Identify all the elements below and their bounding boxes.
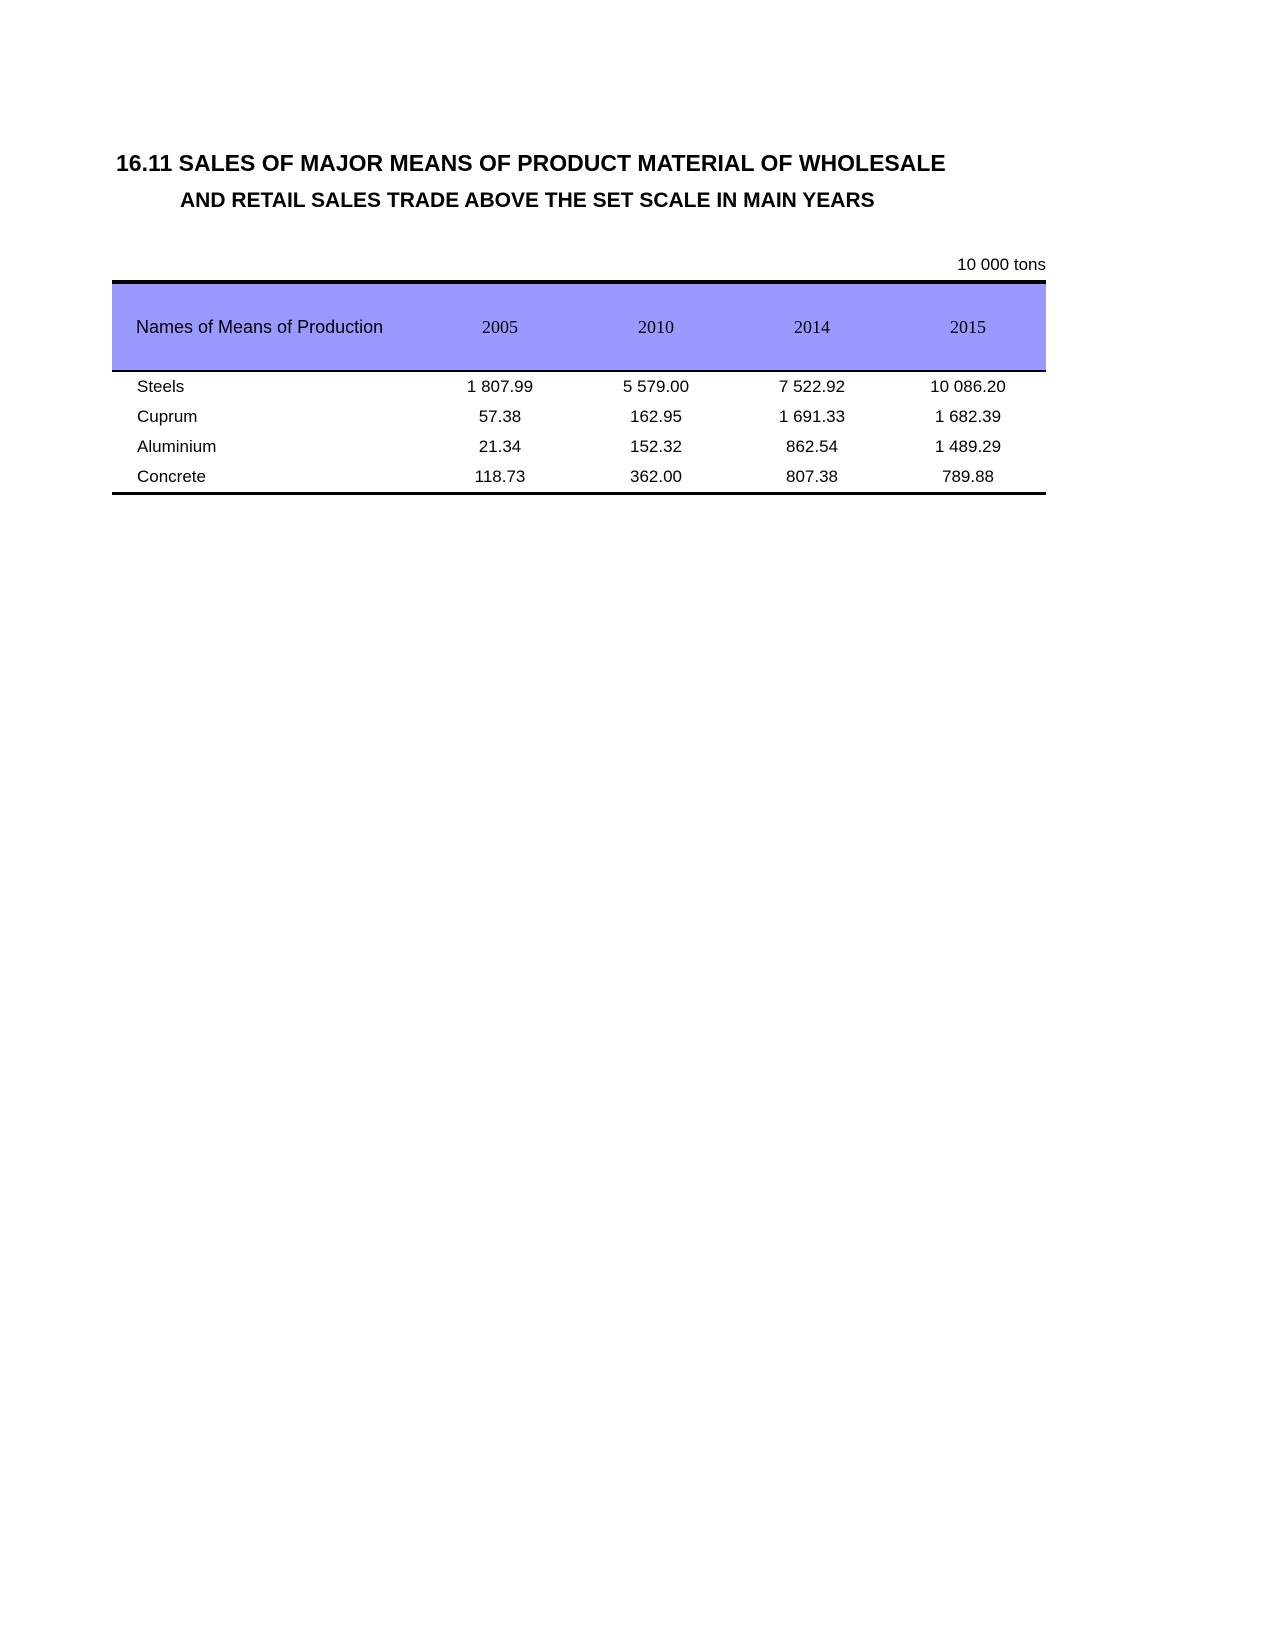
row-name: Concrete xyxy=(112,462,422,494)
data-table-container xyxy=(112,280,1046,495)
row-value: 57.38 xyxy=(478,407,522,426)
table-row xyxy=(112,402,1046,432)
header-year-2010: 2010 xyxy=(578,282,734,371)
header-year-2015: 2015 xyxy=(890,282,1046,371)
table-row xyxy=(112,371,1046,402)
header-year-2014: 2014 xyxy=(734,282,890,371)
row-value: 7 522.92 xyxy=(778,377,846,396)
header-row xyxy=(112,282,1046,371)
row-value: 1 489.29 xyxy=(934,437,1002,456)
table-header xyxy=(112,282,1046,371)
row-value: 1 682.39 xyxy=(934,407,1002,426)
row-name: Cuprum xyxy=(137,407,198,426)
row-value: 807.38 xyxy=(734,462,890,494)
row-value: 118.73 xyxy=(422,462,578,494)
header-names-of-means: Names of Means of Production xyxy=(112,282,422,371)
table-row xyxy=(112,432,1046,462)
row-name: Aluminium xyxy=(137,437,217,456)
table-body xyxy=(112,371,1046,494)
data-table xyxy=(112,280,1046,495)
row-name: Steels xyxy=(137,377,185,396)
header-year-2005: 2005 xyxy=(422,282,578,371)
row-value: 1 807.99 xyxy=(466,377,534,396)
row-value: 162.95 xyxy=(630,407,682,426)
row-value: 5 579.00 xyxy=(622,377,690,396)
title-line-1: 16.11 SALES OF MAJOR MEANS OF PRODUCT MATERIAL OF WHOLESALE xyxy=(116,150,946,176)
row-value: 10 086.20 xyxy=(930,377,1006,396)
row-value: 789.88 xyxy=(890,462,1046,494)
row-value: 21.34 xyxy=(478,437,522,456)
row-value: 152.32 xyxy=(630,437,682,456)
row-value: 362.00 xyxy=(578,462,734,494)
unit-label: 10 000 tons xyxy=(957,255,1046,274)
row-value: 1 691.33 xyxy=(778,407,846,426)
row-value: 862.54 xyxy=(786,437,838,456)
table-row xyxy=(112,462,1046,494)
title-line-2: AND RETAIL SALES TRADE ABOVE THE SET SCALE IN MAIN YEARS xyxy=(180,189,875,212)
